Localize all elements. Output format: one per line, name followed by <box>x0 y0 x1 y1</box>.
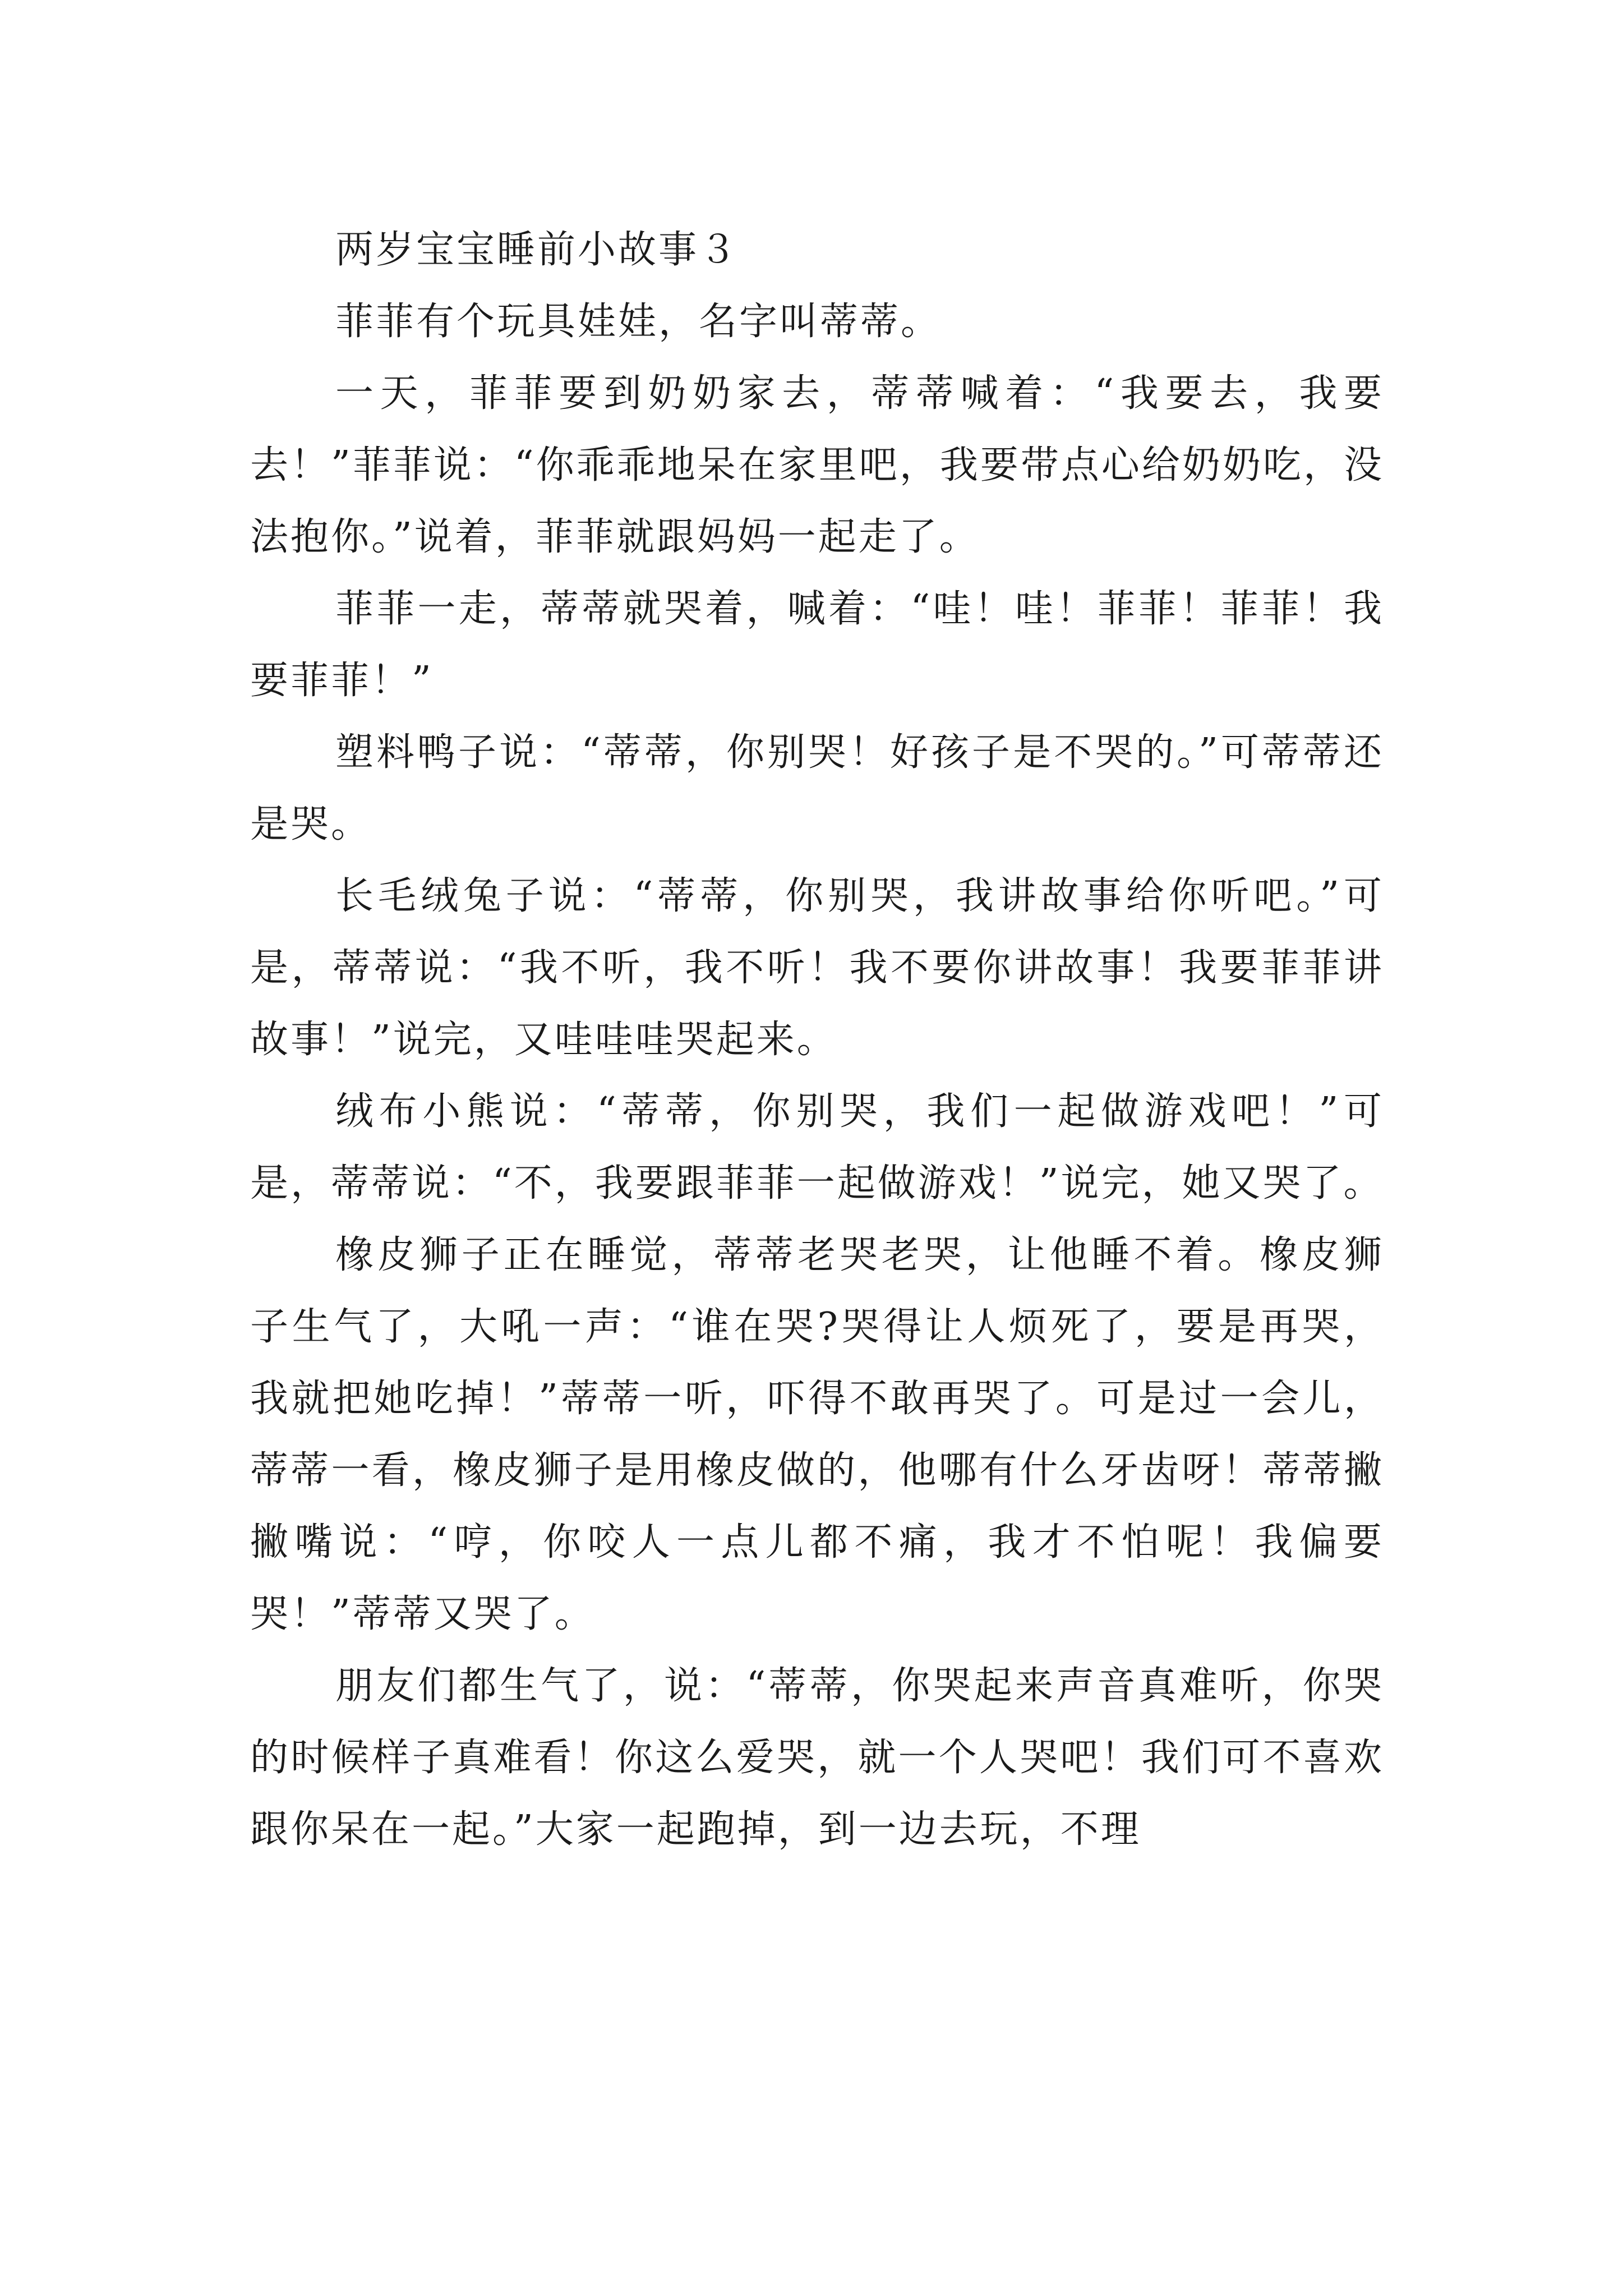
paragraph-2: 一天，菲菲要到奶奶家去，蒂蒂喊着：“我要去，我要去！”菲菲说：“你乖乖地呆在家里吧，我要带点心给奶奶吃，没法抱你。”说着，菲菲就跟妈妈一起走了。 <box>250 371 1384 559</box>
story-title: 两岁宝宝睡前小故事３ <box>335 228 740 272</box>
paragraph-7: 橡皮狮子正在睡觉，蒂蒂老哭老哭，让他睡不着。橡皮狮子生气了，大吼一声：“谁在哭?哭得让人烦死了，要是再哭，我就把她吃掉！”蒂蒂一听，吓得不敢再哭了。可是过一会儿，蒂蒂一看，橡皮狮子是用橡皮做的，他哪有什么牙齿呀！蒂蒂撇撇嘴说：“哼，你咬人一点儿都不痛，我才不怕呢！我偏要哭！”蒂蒂又哭了。 <box>250 1233 1384 1636</box>
paragraph-1: 菲菲有个玩具娃娃，名字叫蒂蒂。 <box>335 300 942 344</box>
paragraph-6: 绒布小熊说：“蒂蒂，你别哭，我们一起做游戏吧！”可是，蒂蒂说：“不，我要跟菲菲一起做游戏！”说完，她又哭了。 <box>250 1089 1384 1205</box>
paragraph-8: 朋友们都生气了，说：“蒂蒂，你哭起来声音真难听，你哭的时候样子真难看！你这么爱哭，就一个人哭吧！我们可不喜欢跟你呆在一起。”大家一起跑掉，到一边去玩，不理 <box>250 1664 1384 1852</box>
paragraph-5: 长毛绒兔子说：“蒂蒂，你别哭，我讲故事给你听吧。”可是，蒂蒂说：“我不听，我不听！我不要你讲故事！我要菲菲讲故事！”说完，又哇哇哇哭起来。 <box>250 874 1384 1062</box>
paragraph-4: 塑料鸭子说：“蒂蒂，你别哭！好孩子是不哭的。”可蒂蒂还是哭。 <box>250 730 1384 846</box>
paragraph-3: 菲菲一走，蒂蒂就哭着，喊着：“哇！哇！菲菲！菲菲！我要菲菲！” <box>250 587 1384 703</box>
document-body <box>250 214 1384 1866</box>
